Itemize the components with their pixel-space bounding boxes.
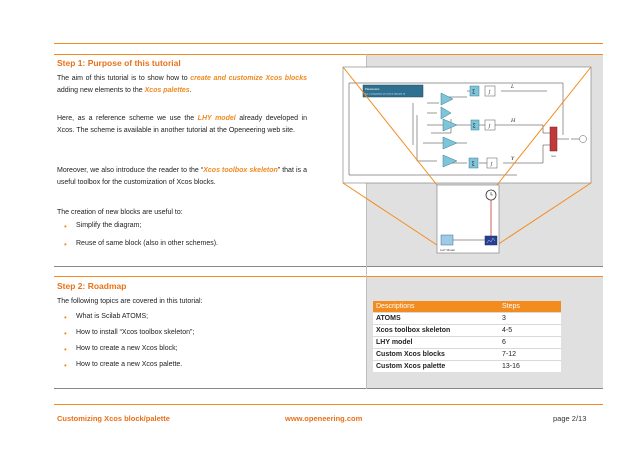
table-row bbox=[373, 361, 561, 373]
table-cell: 7-12 bbox=[499, 349, 561, 361]
lhy-model-block bbox=[441, 235, 453, 245]
list-item: • Simplify the diagram; bbox=[64, 222, 218, 240]
list-item: • What is Scilab ATOMS; bbox=[64, 313, 194, 326]
table-cell: 13-16 bbox=[499, 361, 561, 373]
list-item: • Reuse of same block (also in other schemes). bbox=[64, 240, 218, 247]
step2-intro: The following topics are covered in this tutorial: bbox=[57, 298, 203, 305]
step1-paragraph-3: Moreover, we also introduce the reader to the “Xcos toolbox skeleton” that is a useful toolbox for the customization of Xcos blocks. bbox=[57, 167, 308, 186]
table-cell: ATOMS bbox=[373, 313, 499, 325]
table-cell: 6 bbox=[499, 337, 561, 349]
footer-website-link[interactable]: www.openeering.com bbox=[285, 414, 363, 423]
table-cell: Custom Xcos blocks bbox=[373, 349, 499, 361]
table-row bbox=[373, 313, 561, 325]
step1-paragraph-4: The creation of new blocks are useful to: bbox=[57, 209, 183, 216]
footer-title: Customizing Xcos block/palette bbox=[57, 414, 170, 423]
table-cell: 3 bbox=[499, 313, 561, 325]
page-number: page 2/13 bbox=[553, 414, 587, 423]
step2-title: Step 2: Roadmap bbox=[57, 281, 127, 291]
top-rule bbox=[54, 43, 603, 44]
step1-title: Step 1: Purpose of this tutorial bbox=[57, 58, 181, 68]
list-item: • How to create a new Xcos block; bbox=[64, 345, 194, 358]
table-header: Descriptions bbox=[373, 301, 499, 313]
step2-bullet-list bbox=[64, 313, 194, 368]
svg-text:Σ: Σ bbox=[472, 123, 476, 130]
footer-rule bbox=[54, 404, 603, 405]
table-cell: Custom Xcos palette bbox=[373, 361, 499, 373]
scope-block bbox=[485, 236, 497, 245]
mux-block bbox=[550, 127, 557, 151]
table-cell: LHY model bbox=[373, 337, 499, 349]
svg-text:∫: ∫ bbox=[488, 123, 491, 130]
svg-text:Σ: Σ bbox=[471, 161, 475, 168]
step1-paragraph-1: The aim of this tutorial is to show how to create and customize Xcos blocks adding new elements to the Xcos palettes. bbox=[57, 75, 307, 94]
table-header-row bbox=[373, 301, 561, 313]
mux-label: mux bbox=[551, 155, 556, 158]
svg-text:∫: ∫ bbox=[488, 89, 491, 96]
table-row bbox=[373, 325, 561, 337]
parameter-text: tau = interpolation of result of x(0) x(T) x0 bbox=[365, 93, 406, 96]
table-cell: 4-5 bbox=[499, 325, 561, 337]
table-row bbox=[373, 337, 561, 349]
lhy-block-label: LHY Model bbox=[440, 248, 455, 252]
bottom-divider bbox=[54, 388, 603, 389]
table-cell: Xcos toolbox skeleton bbox=[373, 325, 499, 337]
output-port-icon bbox=[580, 136, 587, 143]
svg-text:Σ: Σ bbox=[472, 89, 476, 96]
list-item: • How to create a new Xcos palette. bbox=[64, 361, 194, 368]
lhy-model-diagram bbox=[367, 55, 603, 266]
roadmap-table bbox=[373, 301, 561, 372]
section-divider bbox=[54, 266, 603, 267]
table-header: Steps bbox=[499, 301, 561, 313]
svg-text:L: L bbox=[511, 84, 515, 90]
svg-text:Y: Y bbox=[511, 156, 515, 162]
list-item: • How to install “Xcos toolbox skeleton”; bbox=[64, 329, 194, 342]
step1-bullet-list bbox=[64, 222, 218, 247]
svg-text:∫: ∫ bbox=[490, 161, 493, 168]
step1-paragraph-2: Here, as a reference scheme we use the LHY model already developed in Xcos. The scheme is available in another tutorial at the Openeering web site. bbox=[57, 115, 307, 134]
svg-text:H: H bbox=[511, 118, 516, 124]
table-row bbox=[373, 349, 561, 361]
parameter-label: Parameters bbox=[365, 87, 380, 91]
